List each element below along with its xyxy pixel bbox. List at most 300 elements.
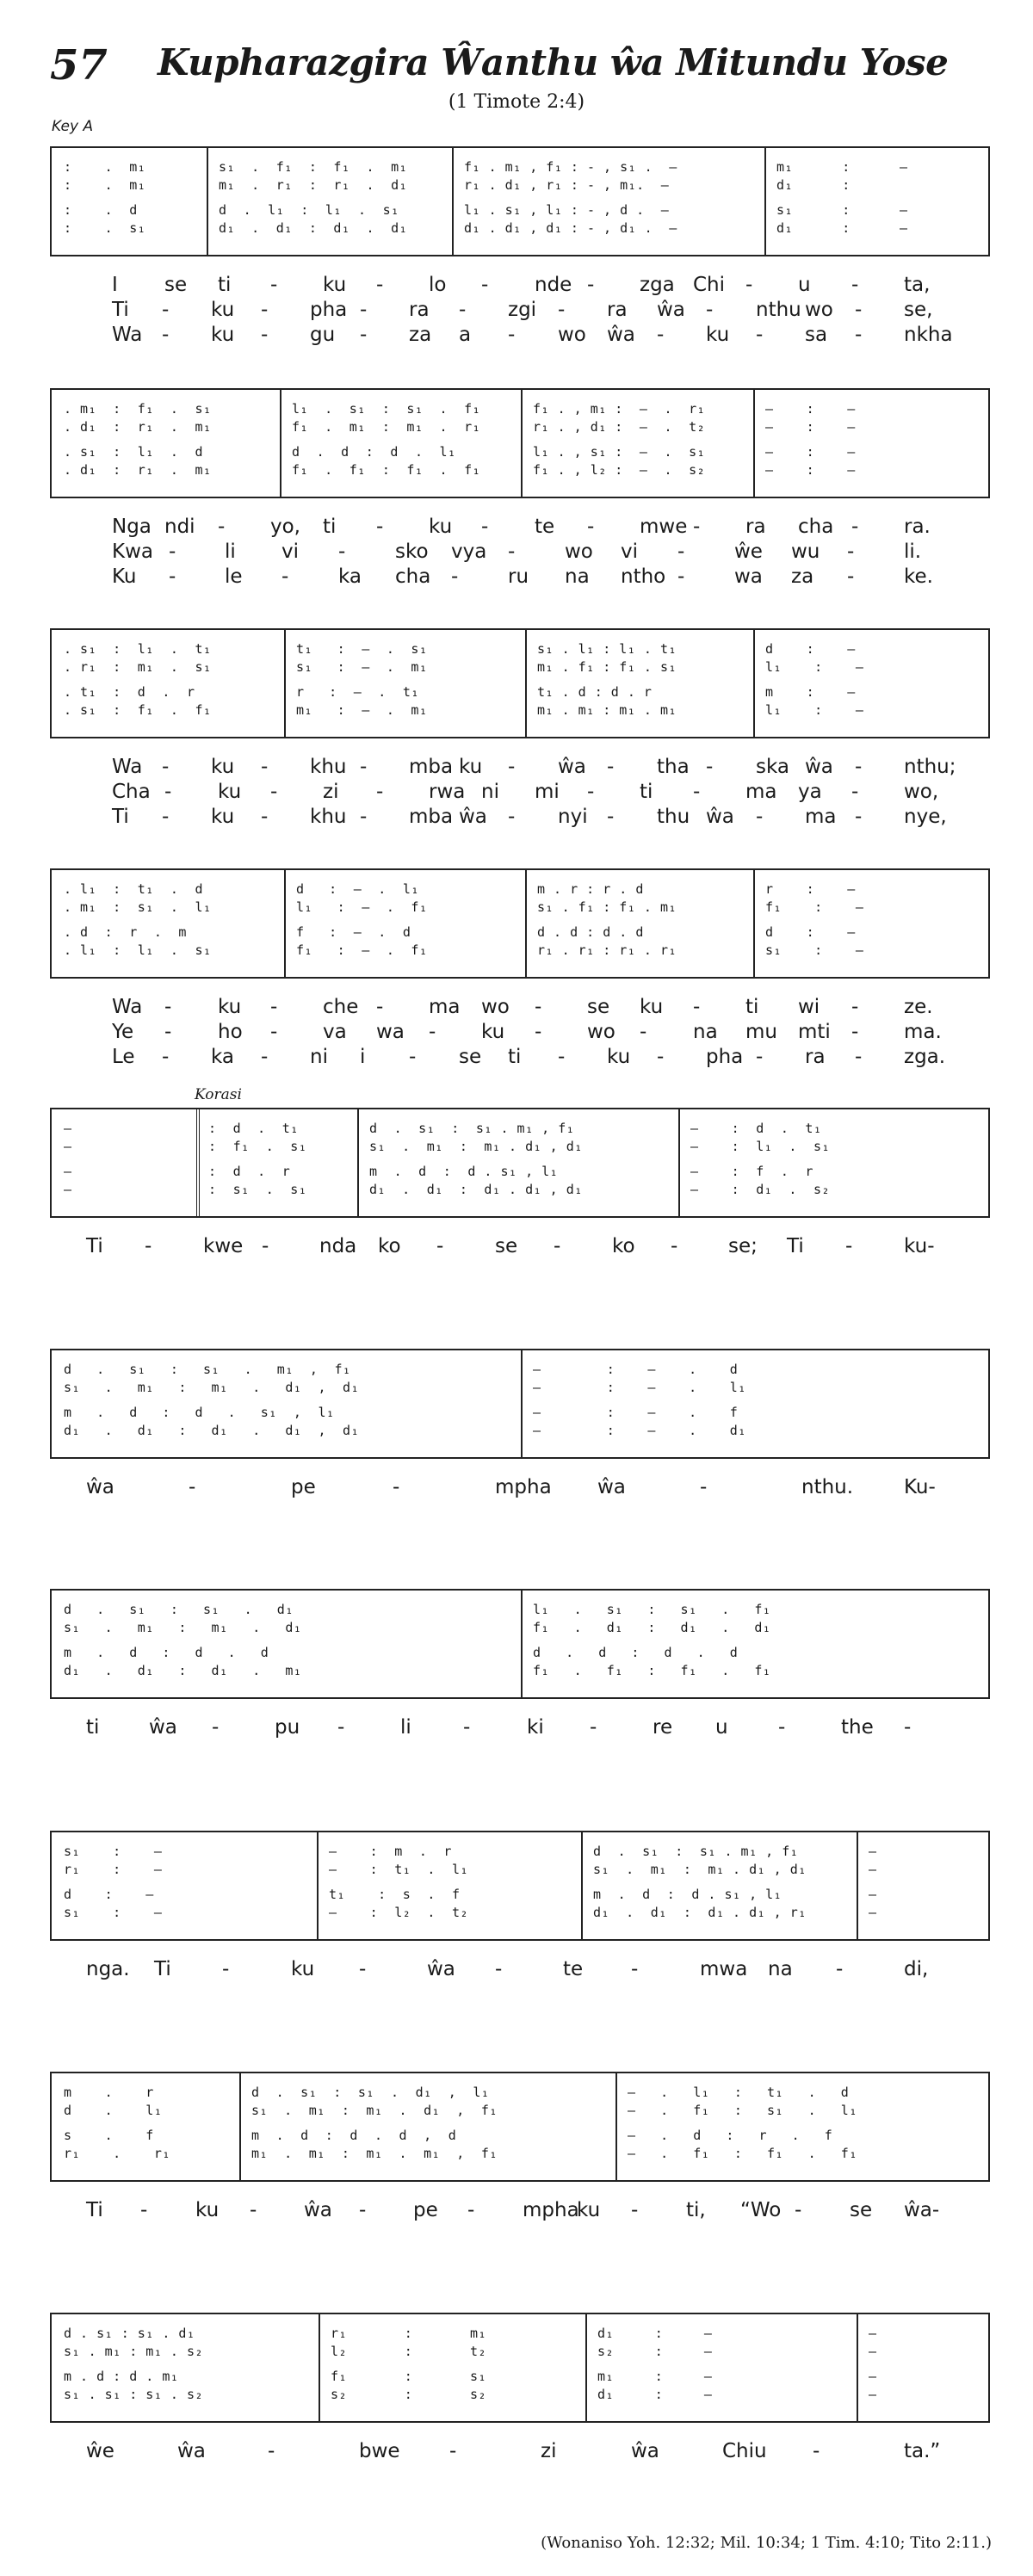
lyric-syllable: khu <box>310 806 347 828</box>
measure-notes: m . r <box>64 2085 154 2100</box>
lyric-syllable: ra <box>607 299 628 321</box>
lyric-syllable: wi <box>798 996 820 1018</box>
syllable-hyphen: - <box>851 1021 859 1043</box>
syllable-hyphen: - <box>262 1235 269 1257</box>
lyric-syllable: ho <box>218 1021 243 1043</box>
measure-notes: : . m₁ <box>64 159 146 175</box>
measure-notes: . t₁ : d . r <box>64 684 195 700</box>
syllable-hyphen: - <box>587 781 595 803</box>
lyric-line <box>0 1233 1033 1259</box>
syllable-hyphen: - <box>459 299 467 321</box>
measure-notes: s . f <box>64 2128 154 2143</box>
syllable-hyphen: - <box>189 1476 196 1498</box>
lyric-syllable: ŵa <box>459 806 487 828</box>
measure-notes: l₁ . s₁ , l₁ : - , d . – <box>464 202 670 218</box>
lyric-syllable: ŵa <box>657 299 685 321</box>
syllable-hyphen: - <box>169 565 176 588</box>
lyric-syllable: ŵa <box>631 2440 659 2462</box>
chorus-label: Korasi <box>195 1086 242 1103</box>
music-system <box>50 146 990 256</box>
measure-notes: . d₁ : r₁ . m₁ <box>64 462 212 478</box>
measure-notes: s₁ : – . m₁ <box>296 659 428 675</box>
measure-notes: . d₁ : r₁ . m₁ <box>64 419 212 435</box>
measure-notes: m . d : d . m₁ <box>64 2369 179 2384</box>
measure-notes: l₁ : – . f₁ <box>296 899 428 915</box>
lyric-syllable: nthu <box>756 299 801 321</box>
lyric-syllable: wa <box>376 1021 405 1043</box>
lyric-syllable: va <box>323 1021 347 1043</box>
footnote: (Wonaniso Yoh. 12:32; Mil. 10:34; 1 Tim. 4:10; Tito 2:11.) <box>541 2534 992 2552</box>
measure-notes: : d . r <box>208 1164 291 1179</box>
lyric-syllable: Wa <box>112 996 143 1018</box>
syllable-hyphen: - <box>429 1021 436 1043</box>
syllable-hyphen: - <box>756 806 764 828</box>
lyric-syllable: li <box>400 1716 411 1739</box>
lyric-syllable: pe <box>413 2199 438 2221</box>
lyric-syllable: ku <box>211 806 235 828</box>
measure-notes: r₁ : m₁ <box>331 2326 487 2341</box>
measure-notes: d . s₁ : s₁ . m₁ , f₁ <box>593 1844 799 1859</box>
lyric-syllable: Le <box>112 1046 135 1068</box>
lyric-syllable: wo <box>558 324 586 346</box>
measure-notes: s₂ : s₂ <box>331 2387 487 2402</box>
lyric-syllable: ŵa <box>706 806 734 828</box>
syllable-hyphen: - <box>409 1046 417 1068</box>
voice-row <box>52 924 988 941</box>
lyric-syllable: se <box>495 1235 518 1257</box>
lyric-syllable: wo <box>565 541 593 563</box>
lyric-syllable: ru <box>508 565 529 588</box>
lyric-line <box>0 1474 1033 1500</box>
measure-notes: — : d₁ . s₂ <box>690 1182 831 1197</box>
lyric-syllable: che <box>323 996 359 1018</box>
measure-notes: – . d : r . f <box>628 2128 833 2143</box>
measure-notes: s₂ : — <box>597 2344 713 2359</box>
lyric-syllable: za <box>791 565 814 588</box>
lyric-syllable: nga. <box>86 1958 130 1980</box>
syllable-hyphen: - <box>671 1235 678 1257</box>
lyric-line <box>0 322 1033 348</box>
lyric-syllable: ku <box>481 1021 505 1043</box>
measure-notes: d . l₁ : l₁ . s₁ <box>219 202 399 218</box>
lyric-syllable: Ti <box>154 1958 171 1980</box>
lyric-line <box>0 272 1033 298</box>
syllable-hyphen: - <box>855 806 863 828</box>
syllable-hyphen: - <box>360 806 368 828</box>
voice-row <box>52 2368 988 2385</box>
syllable-hyphen: - <box>855 324 863 346</box>
measure-notes: – . f₁ : f₁ . f₁ <box>628 2146 857 2161</box>
measure-notes: d₁ : <box>776 177 908 193</box>
lyric-syllable: ŵa <box>86 1476 114 1498</box>
measure-notes: – . l₁ : t₁ . d <box>628 2085 850 2100</box>
voice-row <box>52 658 988 676</box>
lyric-syllable: ka <box>338 565 362 588</box>
voice-row <box>52 2102 988 2119</box>
lyric-syllable: I <box>112 274 118 296</box>
music-system <box>50 628 990 738</box>
measure-notes: s₁ : — <box>64 1905 163 1920</box>
syllable-hyphen: - <box>169 541 176 563</box>
lyric-syllable: Wa <box>112 756 143 778</box>
measure-notes: m₁ . r₁ : r₁ . d₁ <box>219 177 408 193</box>
hymn-number: 57 <box>50 41 108 90</box>
lyric-syllable: nthu; <box>904 756 956 778</box>
lyric-syllable: ku <box>218 781 242 803</box>
music-system <box>50 1349 990 1459</box>
syllable-hyphen: - <box>631 1958 639 1980</box>
measure-notes: s₁ : — <box>64 1844 163 1859</box>
lyric-syllable: zgi <box>508 299 537 321</box>
lyric-syllable: ku <box>607 1046 631 1068</box>
voice-row <box>52 880 988 898</box>
measure-notes: f₁ . m₁ : m₁ . r₁ <box>292 419 481 435</box>
measure-notes: d₁ : — <box>597 2326 713 2341</box>
lyric-line <box>0 1019 1033 1045</box>
measure-notes: r : – . t₁ <box>296 684 419 700</box>
measure-notes: : . d <box>64 202 138 218</box>
measure-notes: — : m . r <box>329 1844 452 1859</box>
lyric-line <box>0 564 1033 590</box>
syllable-hyphen: - <box>270 1021 278 1043</box>
lyric-syllable: ta, <box>904 274 931 296</box>
measure-notes: f₁ : – . f₁ <box>296 942 428 958</box>
voice-row <box>52 158 988 176</box>
syllable-hyphen: - <box>851 516 859 538</box>
syllable-hyphen: - <box>700 1476 708 1498</box>
measure-notes: — : – . d <box>533 1362 739 1377</box>
syllable-hyphen: - <box>376 996 384 1018</box>
voice-row <box>52 400 988 417</box>
measure-notes: — <box>869 2369 877 2384</box>
measure-notes: m₁ : – . m₁ <box>296 702 428 718</box>
lyric-syllable: Ye <box>112 1021 134 1043</box>
syllable-hyphen: - <box>535 996 542 1018</box>
lyric-syllable: Chi <box>693 274 726 296</box>
syllable-hyphen: - <box>360 324 368 346</box>
measure-notes: : d . t₁ <box>208 1121 299 1136</box>
syllable-hyphen: - <box>164 1021 172 1043</box>
voice-row <box>52 176 988 194</box>
lyric-syllable: ma <box>429 996 461 1018</box>
scripture-reference: (1 Timote 2:4) <box>448 91 585 113</box>
lyric-line <box>0 994 1033 1020</box>
measure-notes: . s₁ : f₁ . f₁ <box>64 702 212 718</box>
measure-notes: r₁ . r₁ <box>64 2146 170 2161</box>
lyric-syllable: se; <box>728 1235 758 1257</box>
syllable-hyphen: - <box>855 1046 863 1068</box>
lyric-syllable: gu <box>310 324 336 346</box>
measure-notes: m . d : d . s₁ , l₁ <box>369 1164 559 1179</box>
voice-row <box>52 2084 988 2101</box>
syllable-hyphen: - <box>706 756 714 778</box>
lyric-syllable: ni <box>481 781 499 803</box>
lyric-syllable: vya <box>451 541 487 563</box>
measure-notes: d . s₁ : s₁ . d₁ , l₁ <box>251 2085 490 2100</box>
lyric-syllable: Kwa <box>112 541 153 563</box>
lyric-syllable: ntho <box>621 565 666 588</box>
lyric-syllable: ŵe <box>734 541 763 563</box>
syllable-hyphen: - <box>535 1021 542 1043</box>
lyric-syllable: ti <box>508 1046 522 1068</box>
lyric-syllable: za <box>409 324 432 346</box>
lyric-syllable: ni <box>310 1046 328 1068</box>
measure-notes: s₁ . m₁ : m₁ . d₁ <box>64 1620 302 1635</box>
measure-notes: d₁ . d₁ : d₁ . m₁ <box>64 1663 302 1678</box>
lyric-syllable: mba <box>409 756 454 778</box>
measure-notes: s₁ . f₁ : f₁ . m₁ <box>537 899 677 915</box>
lyric-syllable: cha <box>395 565 431 588</box>
measure-notes: s₁ : — <box>776 202 908 218</box>
syllable-hyphen: - <box>451 565 459 588</box>
lyric-syllable: Wa <box>112 324 143 346</box>
measure-notes: d₁ . d₁ : d₁ . d₁ , d₁ <box>64 1423 360 1438</box>
lyric-syllable: zga <box>640 274 675 296</box>
measure-notes: f₁ : s₁ <box>331 2369 487 2384</box>
measure-notes: f₁ . d₁ : d₁ . d₁ <box>533 1620 771 1635</box>
lyric-syllable: ku <box>323 274 347 296</box>
measure-notes: f₁ : — <box>765 899 864 915</box>
syllable-hyphen: - <box>847 541 855 563</box>
lyric-syllable: sko <box>395 541 429 563</box>
hymn-header <box>50 41 997 93</box>
syllable-hyphen: - <box>268 2440 275 2462</box>
syllable-hyphen: - <box>270 996 278 1018</box>
syllable-hyphen: - <box>904 1716 912 1739</box>
lyric-line <box>0 1044 1033 1070</box>
lyric-syllable: ma. <box>904 1021 942 1043</box>
lyric-syllable: di, <box>904 1958 929 1980</box>
lyric-syllable: zga. <box>904 1046 946 1068</box>
voice-row <box>52 701 988 719</box>
voice-row <box>52 1843 988 1860</box>
measure-notes: r₁ : — <box>64 1862 163 1877</box>
syllable-hyphen: - <box>855 756 863 778</box>
measure-notes: m . r : r . d <box>537 881 644 897</box>
syllable-hyphen: - <box>495 1958 503 1980</box>
voice-row <box>52 1644 988 1661</box>
measure-notes: s₁ . m₁ : m₁ . d₁ , d₁ <box>64 1380 360 1395</box>
lyric-syllable: Ti <box>112 806 129 828</box>
voice-row <box>52 1619 988 1636</box>
lyric-syllable: nkha <box>904 324 953 346</box>
lyric-syllable: ŵa <box>805 756 833 778</box>
lyric-syllable: ti <box>323 516 337 538</box>
lyric-syllable: ku <box>291 1958 315 1980</box>
syllable-hyphen: - <box>222 1958 230 1980</box>
lyric-syllable: ku <box>211 324 235 346</box>
voice-row <box>52 1861 988 1878</box>
measure-notes: t₁ . d : d . r <box>537 684 653 700</box>
voice-row <box>52 1904 988 1921</box>
syllable-hyphen: - <box>508 541 516 563</box>
syllable-hyphen: - <box>657 1046 665 1068</box>
lyric-syllable: ŵa- <box>904 2199 940 2221</box>
lyric-syllable: te <box>563 1958 584 1980</box>
measure-notes: m₁ . m₁ : m₁ . m₁ , f₁ <box>251 2146 498 2161</box>
voice-row <box>52 1662 988 1679</box>
lyric-syllable: Ti <box>86 2199 103 2221</box>
syllable-hyphen: - <box>756 1046 764 1068</box>
measure-notes: l₁ . s₁ : s₁ . f₁ <box>533 1602 771 1617</box>
lyric-syllable: ŵa <box>607 324 635 346</box>
lyric-syllable: zi <box>541 2440 557 2462</box>
lyric-syllable: u <box>715 1716 728 1739</box>
music-system <box>50 1589 990 1699</box>
measure-notes: d . s₁ : s₁ . d₁ <box>64 2326 195 2341</box>
music-system <box>50 388 990 498</box>
syllable-hyphen: - <box>508 756 516 778</box>
measure-notes: l₁ . , s₁ : – . s₁ <box>533 444 706 460</box>
lyric-syllable: a <box>459 324 472 346</box>
measure-notes: — : l₁ . s₁ <box>690 1139 831 1154</box>
lyric-syllable: nthu. <box>801 1476 854 1498</box>
measure-notes: d₁ : — <box>776 220 908 236</box>
syllable-hyphen: - <box>693 516 701 538</box>
measure-notes: d . d : d . l₁ <box>292 444 456 460</box>
measure-notes: t₁ : – . s₁ <box>296 641 428 657</box>
lyric-syllable: ra. <box>904 516 931 538</box>
measure-notes: m₁ : — <box>776 159 908 175</box>
syllable-hyphen: - <box>693 996 701 1018</box>
measure-notes: d₁ . d₁ : d₁ . d₁ <box>219 220 408 236</box>
lyric-syllable: na <box>565 565 590 588</box>
measure-notes: f₁ . , m₁ : – . r₁ <box>533 401 706 417</box>
syllable-hyphen: - <box>756 324 764 346</box>
lyric-syllable: mi <box>535 781 560 803</box>
measure-notes: s₁ . m₁ : m₁ . d₁ , f₁ <box>251 2103 498 2118</box>
music-system <box>50 868 990 979</box>
voice-row <box>52 640 988 658</box>
lyric-syllable: ta.” <box>904 2440 941 2462</box>
lyric-syllable: ŵa <box>149 1716 177 1739</box>
measure-notes: m₁ . m₁ : m₁ . m₁ <box>537 702 677 718</box>
lyric-syllable: na <box>768 1958 793 1980</box>
syllable-hyphen: - <box>851 996 859 1018</box>
measure-notes: — : — <box>765 419 856 435</box>
lyric-syllable: nde <box>535 274 572 296</box>
voice-row <box>52 1120 988 1137</box>
syllable-hyphen: - <box>657 324 665 346</box>
measure-notes: : . m₁ <box>64 177 146 193</box>
voice-row <box>52 2325 988 2342</box>
lyric-syllable: thu <box>657 806 690 828</box>
music-system <box>50 1108 990 1218</box>
measure-notes: t₁ : s . f <box>329 1887 461 1902</box>
music-system <box>50 2313 990 2423</box>
measure-notes: l₁ . s₁ : s₁ . f₁ <box>292 401 481 417</box>
measure-notes: — <box>64 1182 72 1197</box>
lyric-syllable: le <box>225 565 243 588</box>
measure-notes: l₁ : — <box>765 659 864 675</box>
lyric-syllable: Chiu <box>722 2440 767 2462</box>
syllable-hyphen: - <box>261 324 269 346</box>
lyric-syllable: ko <box>612 1235 635 1257</box>
measure-notes: . d : r . m <box>64 924 187 940</box>
lyric-syllable: te <box>535 516 555 538</box>
lyric-syllable: wo <box>805 299 833 321</box>
measure-notes: . s₁ : l₁ . d <box>64 444 204 460</box>
syllable-hyphen: - <box>778 1716 786 1739</box>
lyric-syllable: rwa <box>429 781 466 803</box>
measure-notes: — : d . t₁ <box>690 1121 822 1136</box>
syllable-hyphen: - <box>836 1958 844 1980</box>
measure-notes: — : – . d₁ <box>533 1423 746 1438</box>
lyric-line <box>0 297 1033 323</box>
lyric-syllable: mu <box>745 1021 777 1043</box>
syllable-hyphen: - <box>164 996 172 1018</box>
lyric-line <box>0 1714 1033 1740</box>
lyric-syllable: the <box>841 1716 874 1739</box>
lyric-syllable: se <box>587 996 610 1018</box>
lyric-syllable: ku <box>640 996 664 1018</box>
lyric-syllable: wa <box>734 565 763 588</box>
measure-notes: f₁ . , l₂ : – . s₂ <box>533 462 706 478</box>
voice-row <box>52 1163 988 1180</box>
lyric-syllable: mwa <box>700 1958 748 1980</box>
lyric-syllable: ti, <box>686 2199 706 2221</box>
measure-notes: s₁ . s₁ : s₁ . s₂ <box>64 2387 204 2402</box>
measure-notes: d . s₁ : s₁ . m₁ , f₁ <box>369 1121 575 1136</box>
lyric-syllable: pu <box>275 1716 300 1739</box>
measure-notes: s₁ . m₁ : m₁ . d₁ , d₁ <box>369 1139 583 1154</box>
measure-notes: . l₁ : t₁ . d <box>64 881 204 897</box>
syllable-hyphen: - <box>706 299 714 321</box>
lyric-syllable: “Wo <box>740 2199 782 2221</box>
voice-row <box>52 1886 988 1903</box>
lyric-syllable: Ti <box>787 1235 804 1257</box>
lyric-syllable: na <box>693 1021 718 1043</box>
voice-row <box>52 2127 988 2144</box>
voice-row <box>52 219 988 237</box>
lyric-syllable: ŵa <box>427 1958 455 1980</box>
measure-notes: l₁ : — <box>765 702 864 718</box>
voice-row <box>52 1361 988 1378</box>
measure-notes: m : — <box>765 684 856 700</box>
syllable-hyphen: - <box>261 1046 269 1068</box>
lyric-syllable: nda <box>319 1235 357 1257</box>
syllable-hyphen: - <box>261 806 269 828</box>
syllable-hyphen: - <box>162 299 170 321</box>
syllable-hyphen: - <box>270 781 278 803</box>
lyric-syllable: ka <box>211 1046 235 1068</box>
syllable-hyphen: - <box>360 756 368 778</box>
measure-notes: — : — <box>765 462 856 478</box>
voice-row <box>52 1181 988 1198</box>
measure-notes: d₁ : — <box>597 2387 713 2402</box>
lyric-syllable: wo <box>587 1021 615 1043</box>
syllable-hyphen: - <box>449 2440 457 2462</box>
lyric-syllable: ku <box>577 2199 601 2221</box>
voice-row <box>52 1379 988 1396</box>
measure-notes: d . d : d . d <box>533 1645 739 1660</box>
measure-notes: r₁ . , d₁ : – . t₂ <box>533 419 706 435</box>
lyric-syllable: se <box>164 274 188 296</box>
measure-notes: — <box>869 1844 877 1859</box>
measure-notes: s₁ . m₁ : m₁ . s₂ <box>64 2344 204 2359</box>
lyric-syllable: wu <box>791 541 820 563</box>
measure-notes: r : — <box>765 881 856 897</box>
lyric-syllable: ku <box>429 516 453 538</box>
syllable-hyphen: - <box>436 1235 444 1257</box>
measure-notes: . m₁ : f₁ . s₁ <box>64 401 212 417</box>
measure-notes: l₂ : t₂ <box>331 2344 487 2359</box>
lyric-syllable: ku <box>211 299 235 321</box>
syllable-hyphen: - <box>590 1716 597 1739</box>
lyric-syllable: ko <box>378 1235 401 1257</box>
lyric-syllable: mpha <box>523 2199 579 2221</box>
measure-notes: s₁ . f₁ : f₁ . m₁ <box>219 159 408 175</box>
